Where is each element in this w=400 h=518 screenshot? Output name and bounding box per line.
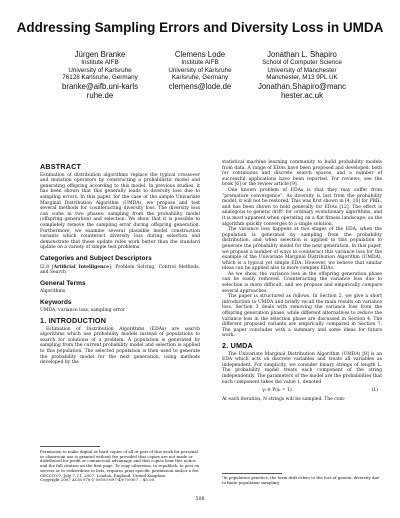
- author-affiliation: Manchester, M13 9PL UK: [266, 74, 338, 82]
- right-column: [222, 160, 382, 402]
- categories-heading: Categories and Subject Descriptors: [40, 254, 152, 262]
- paragraph: At each iteration, N strings will be sampled. The com-: [222, 396, 346, 402]
- paragraph: statistical machine learning community to build probability models from data. A range of EDAs have been proposed and developed, both for continuous and discrete search spaces, and a number of successful applications have been reported. For reviews, see the book [6] or the review article [9].: [222, 160, 382, 188]
- author-affiliation: University of Karlsruhe: [68, 66, 132, 74]
- footnote-rule: [222, 473, 282, 474]
- author-affiliation: School of Computer Science: [262, 59, 342, 66]
- introduction-heading: 1. INTRODUCTION: [40, 316, 107, 326]
- page-number: 508: [195, 497, 205, 502]
- paper-title: Addressing Sampling Errors and Diversity Loss in UMDA: [16, 20, 384, 35]
- author-name: Jürgen Branke: [74, 50, 126, 59]
- footnote: ¹In population genetics, the term drift refers to the loss of genetic diversity due to finite population sampling: [222, 475, 380, 485]
- general-terms-heading: General Terms: [40, 279, 86, 287]
- author-affiliation: 76128 Karlsruhe, Germany: [62, 74, 138, 82]
- keywords-text: UMDA, variance loss, sampling error: [40, 308, 125, 314]
- author-affiliation: Institute AIFB: [181, 59, 219, 66]
- paragraph: As we show, the variance loss in the offspring generation phase can be easily removed. Counteracting the variance loss due to selection is more difficult, and we propose and empirically compare several approaches.: [222, 271, 382, 294]
- paragraph: One known problem of EDAs is that they may suffer from “premature convergence”. As diversity is lost from the probability model, it will not be restored. This was first shown in [4, 10] for PBIL, and has been shown to hold generally for EDAs [12]. The effect is analogous to genetic drift¹ for ordinary evolutionary algorithms, and it is most apparent when operating on a flat fitness landscape, as the algorithm quickly converges to a single solution.: [222, 187, 382, 227]
- left-column: [40, 160, 200, 366]
- equation-body: γᵢ ≡ P(xᵢ = 1).: [262, 388, 294, 394]
- introduction-text: Estimation of Distribution Algorithms (EDAs) are search algorithms which use probability models instead of populations to search for solutions of a problem. A population is generated by sampling from the current probability model and selection is applied to this population. The selected population is then used to generate the probability model for the next generation, using methods developed by the: [40, 326, 200, 366]
- author-affiliation: Karlsruhe, Germany: [171, 74, 229, 82]
- author-name: Jonathan L. Shapiro: [267, 50, 337, 59]
- equation: [222, 388, 382, 394]
- author-affiliation: University of Manchester: [267, 66, 337, 74]
- section-heading: 2. UMDA: [222, 341, 253, 350]
- general-terms-text: Algorithms: [40, 289, 66, 295]
- author-block: [242, 50, 362, 100]
- abstract-text: Estimation of distribution algorithms replace the typical crossover and mutation operators by constructing a probabilistic model and generating offspring according to this model. In previous studies, it has been shown that this generally leads to diversity loss due to sampling errors. In this paper, for the case of the simple Univariate Marginal Distribution Algorithm (UMDA), we propose and test several methods for counteracting diversity loss. The diversity loss can come in two phases: sampling from the probability model (offspring generation) and selection. We show that it is possible to completely remove the sampling error during offspring generation. Furthermore, we examine several plausible model construction variants which counteract diversity loss during selection and demonstrate that these update rules work better than the standard update on a variety of simple test problems.: [40, 172, 200, 251]
- author-affiliation: University of Karlsruhe: [168, 66, 232, 74]
- equation-number: (1): [371, 388, 378, 394]
- keywords-heading: Keywords: [40, 298, 72, 306]
- categories-text: I2.8 [Artificial Intelligence]: Problem Solving, Control Methods, and Search: [40, 264, 200, 276]
- permission-notice: Permission to make digital or hard copies of all or part of this work for personal or classroom use is granted without fee provided that copies are not made or distributed for profit or commercial advantage and that copies bear this notice and the full citation on the first page. To copy otherwise, to republish, to post on servers or to redistribute to lists, requires prior specific permission and/or a fee. GECCO'07, July 7–11, 2007, London, England, United Kingdom. Copyright 2007 ACM 978-1-59593-697-4/07/0007 ...$5.00.: [40, 449, 200, 483]
- author-name: Clemens Lode: [174, 50, 226, 59]
- paragraph: The paper is structured as follows. In Section 2, we give a short introduction to UMDA and briefly recall the main results on variance loss. Section 3 deals with removing the variance loss from the offspring generation phase, while different alternatives to reduce the variance loss in the selection phase are discussed in Section 4. The different proposed variants are empirically compared in Section 7. The paper concludes with a summary and some ideas for future work.: [222, 294, 382, 339]
- footnote-rule: [40, 446, 100, 447]
- paragraph: The Univariate Marginal Distribution Algorithm (UMDA) [8] is an EDA which acts on discrete variables and treats all variables as independent. For simplicity, we consider binary strings of length L. The probability model treats each component of the string independently. The parameters of the model are the probabilities that each component takes the value 1, denoted: [222, 351, 382, 385]
- paragraph: The variance loss happens at two stages of the EDA: when the population is generated by sampling from the probability distribution, and when selection is applied to this population to generate the probability model for the next generation. In this paper, we propose a number of ways to counteract this variance loss for the example of the Univariate Marginal Distribution Algorithm (UMDA), which is a typical yet simple EDA. However, we believe that similar ideas can be applied also to more complex EDAs.: [222, 227, 382, 272]
- author-email: clemens@lode.de: [168, 81, 232, 91]
- abstract-heading: ABSTRACT: [40, 162, 82, 171]
- author-affiliation: Institute AIFB: [81, 59, 119, 66]
- author-email: Jonathan.Shapiro@manchester.ac.uk: [257, 81, 347, 100]
- author-email: branke@aifb.uni-karlsruhe.de: [62, 81, 138, 100]
